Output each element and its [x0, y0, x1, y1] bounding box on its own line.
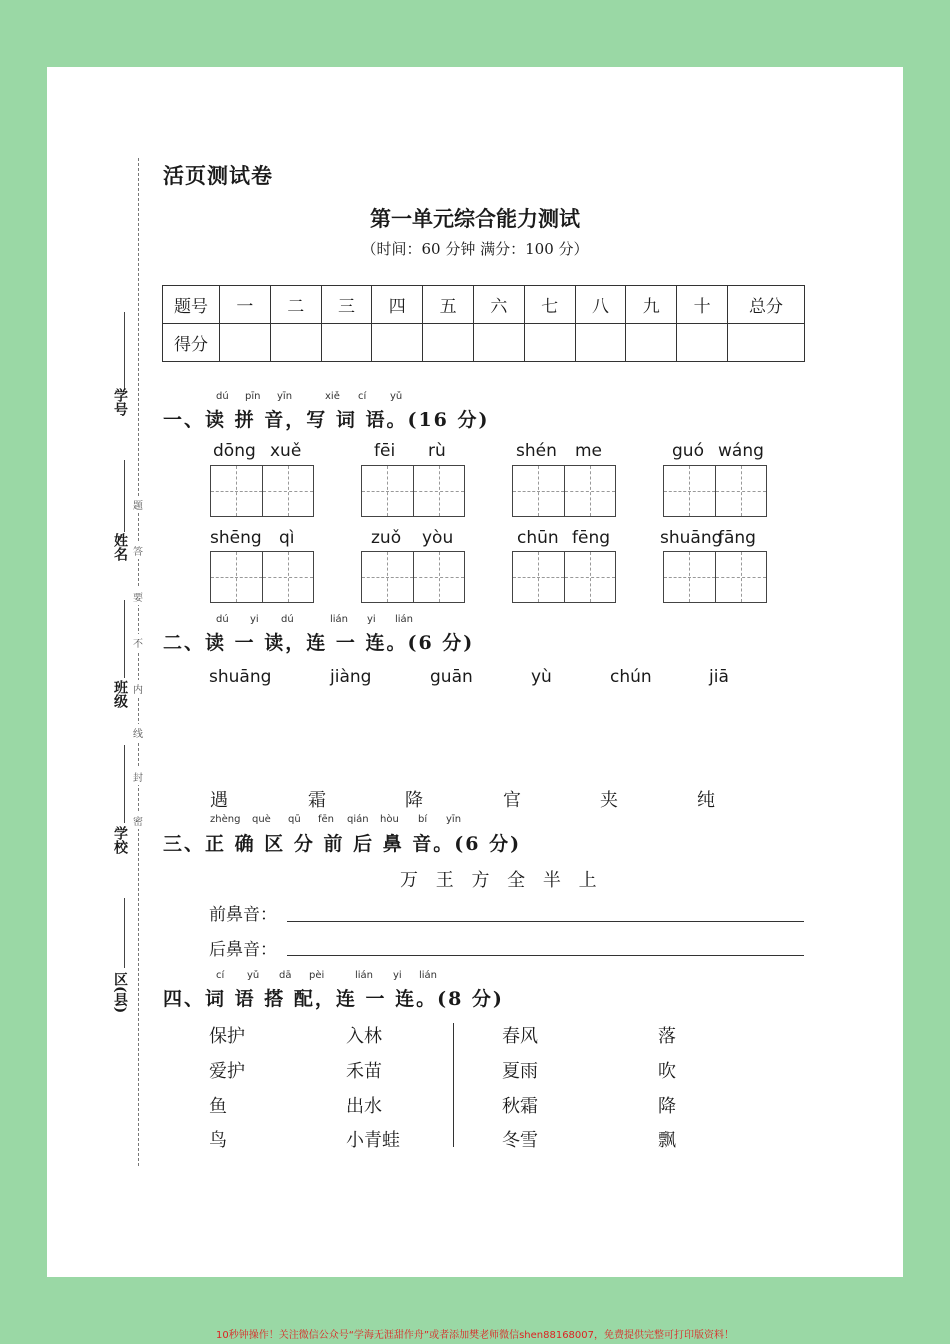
match-word[interactable]: 吹 [658, 1061, 676, 1082]
match-word[interactable]: 鸟 [209, 1130, 227, 1151]
table-cell: 七 [524, 286, 575, 324]
table-cell: 十 [677, 286, 728, 324]
pinyin-hint: dú [216, 614, 229, 625]
pinyin-hint: qū [288, 814, 301, 825]
word-pinyin: shuāng [660, 528, 723, 548]
pinyin-hint: yǔ [390, 391, 403, 402]
nasal-chars: 万 王 方 全 半 上 [400, 870, 603, 891]
score-cell[interactable] [473, 324, 524, 362]
word-pinyin: dōng [213, 441, 256, 461]
binding-line [138, 158, 139, 1166]
section-2-title: 二、读 一 读，连 一 连。(6 分) [163, 632, 475, 654]
score-cell[interactable] [220, 324, 271, 362]
score-cell[interactable] [321, 324, 372, 362]
match-pinyin[interactable]: guān [430, 667, 473, 687]
seal-note: 线 [133, 724, 143, 741]
back-nasal-label: 后鼻音： [209, 940, 277, 960]
table-cell: 九 [626, 286, 677, 324]
table-cell: 一 [220, 286, 271, 324]
score-cell[interactable] [372, 324, 423, 362]
page-subtitle: （时间：60 分钟 满分：100 分） [361, 240, 589, 258]
blank-line [124, 898, 125, 968]
score-cell[interactable] [626, 324, 677, 362]
section-1-title: 一、读 拼 音，写 词 语。(16 分) [163, 409, 490, 431]
match-word[interactable]: 鱼 [209, 1096, 227, 1117]
pinyin-hint: lián [330, 614, 349, 625]
page-title: 第一单元综合能力测试 [370, 206, 580, 231]
brand-title: 活页测试卷 [163, 163, 273, 188]
word-pinyin: wáng [718, 441, 764, 461]
score-table-header-row [163, 286, 805, 324]
seal-note: 答 [133, 542, 143, 559]
word-pinyin: me [575, 441, 603, 461]
pinyin-hint: yi [250, 614, 259, 625]
word-pinyin: shēng [210, 528, 262, 548]
word-pinyin: guó [672, 441, 704, 461]
pinyin-hint: dā [279, 970, 292, 981]
seal-note: 不 [133, 634, 143, 651]
match-word[interactable]: 冬雪 [502, 1130, 538, 1151]
word-pinyin: qì [279, 528, 295, 548]
match-char[interactable]: 霜 [308, 790, 326, 811]
word-pinyin: rù [428, 441, 446, 461]
table-cell: 五 [423, 286, 474, 324]
writing-grid[interactable] [512, 551, 616, 603]
match-word[interactable]: 春风 [502, 1026, 538, 1047]
match-word[interactable]: 降 [658, 1096, 676, 1117]
pinyin-hint: qián [347, 814, 369, 825]
pinyin-hint: lián [419, 970, 438, 981]
blank-line [124, 312, 125, 390]
score-cell[interactable] [423, 324, 474, 362]
front-nasal-label: 前鼻音： [209, 905, 277, 925]
pinyin-hint: yīn [277, 391, 293, 402]
match-word[interactable]: 夏雨 [502, 1061, 538, 1082]
pinyin-hint: cí [358, 391, 367, 402]
match-pinyin[interactable]: chún [610, 667, 652, 687]
table-cell: 得分 [163, 324, 220, 362]
word-pinyin: zuǒ [371, 528, 402, 548]
match-char[interactable]: 官 [503, 790, 521, 811]
blank-line [124, 460, 125, 532]
match-word[interactable]: 小青蛙 [346, 1130, 400, 1151]
match-pinyin[interactable]: shuāng [209, 667, 272, 687]
front-nasal-answer-line[interactable] [287, 921, 804, 922]
table-cell: 总分 [728, 286, 805, 324]
pinyin-hint: yǔ [247, 970, 260, 981]
label-name: 姓名 [112, 533, 128, 561]
writing-grid[interactable] [663, 551, 767, 603]
match-word[interactable]: 入林 [346, 1026, 382, 1047]
match-char[interactable]: 纯 [697, 790, 715, 811]
table-cell: 题号 [163, 286, 220, 324]
blank-line [124, 745, 125, 823]
seal-note: 题 [133, 496, 143, 513]
writing-grid[interactable] [361, 551, 465, 603]
match-word[interactable]: 爱护 [209, 1061, 245, 1082]
match-pinyin[interactable]: yù [531, 667, 552, 687]
pinyin-hint: xiě [325, 391, 340, 402]
score-cell[interactable] [270, 324, 321, 362]
match-word[interactable]: 飘 [658, 1130, 676, 1151]
word-pinyin: shén [516, 441, 557, 461]
word-pinyin: fēi [374, 441, 396, 461]
promo-footer: 10秒钟操作！关注微信公众号“学海无涯甜作舟”或者添加樊老师微信shen88168007，免费提供完整可打印版资料！ [215, 1330, 735, 1341]
word-pinyin: fāng [718, 528, 756, 548]
table-cell: 二 [270, 286, 321, 324]
pinyin-hint: fēn [318, 814, 335, 825]
seal-note: 要 [133, 588, 143, 605]
writing-grid[interactable] [512, 465, 616, 517]
seal-note: 密 [133, 812, 143, 829]
pinyin-hint: yi [367, 614, 376, 625]
section-4-title: 四、词 语 搭 配，连 一 连。(8 分) [163, 988, 504, 1010]
match-word[interactable]: 保护 [209, 1026, 245, 1047]
table-cell: 八 [575, 286, 626, 324]
word-pinyin: chūn [517, 528, 559, 548]
word-pinyin: yòu [422, 528, 454, 548]
section-3-title: 三、正 确 区 分 前 后 鼻 音。(6 分) [163, 833, 522, 855]
match-pinyin[interactable]: jiā [709, 667, 729, 687]
score-cell[interactable] [524, 324, 575, 362]
label-student-id: 学号 [112, 388, 128, 416]
pinyin-hint: pèi [309, 970, 325, 981]
match-char[interactable]: 夹 [600, 790, 618, 811]
pinyin-hint: yi [393, 970, 402, 981]
pinyin-hint: dú [281, 614, 294, 625]
blank-line [124, 600, 125, 678]
pinyin-hint: pīn [245, 391, 261, 402]
match-char[interactable]: 降 [405, 790, 423, 811]
match-char[interactable]: 遇 [210, 790, 228, 811]
pinyin-hint: bí [418, 814, 428, 825]
writing-grid[interactable] [663, 465, 767, 517]
label-district: 区(县) [112, 972, 128, 1014]
score-cell[interactable] [575, 324, 626, 362]
table-cell: 三 [321, 286, 372, 324]
match-word[interactable]: 禾苗 [346, 1061, 382, 1082]
score-cell[interactable] [728, 324, 805, 362]
match-word[interactable]: 落 [658, 1026, 676, 1047]
pinyin-hint: lián [395, 614, 414, 625]
pinyin-hint: dú [216, 391, 229, 402]
label-class: 班级 [112, 680, 128, 708]
seal-note: 内 [133, 680, 143, 697]
table-cell: 六 [473, 286, 524, 324]
table-cell: 四 [372, 286, 423, 324]
score-table [162, 285, 805, 362]
pinyin-hint: cí [216, 970, 225, 981]
pinyin-hint: lián [355, 970, 374, 981]
score-table-score-row [163, 324, 805, 362]
seal-note: 封 [133, 768, 143, 785]
match-word[interactable]: 出水 [346, 1096, 382, 1117]
pinyin-hint: què [252, 814, 271, 825]
writing-grid[interactable] [210, 551, 314, 603]
back-nasal-answer-line[interactable] [287, 955, 804, 956]
word-pinyin: fēng [572, 528, 611, 548]
match-pinyin[interactable]: jiàng [330, 667, 372, 687]
score-cell[interactable] [677, 324, 728, 362]
writing-grid[interactable] [361, 465, 465, 517]
label-school: 学校 [112, 826, 128, 854]
pinyin-hint: zhèng [210, 814, 241, 825]
column-divider [453, 1023, 454, 1147]
writing-grid[interactable] [210, 465, 314, 517]
word-pinyin: xuě [270, 441, 302, 461]
match-word[interactable]: 秋霜 [502, 1096, 538, 1117]
pinyin-hint: yīn [446, 814, 462, 825]
pinyin-hint: hòu [380, 814, 399, 825]
